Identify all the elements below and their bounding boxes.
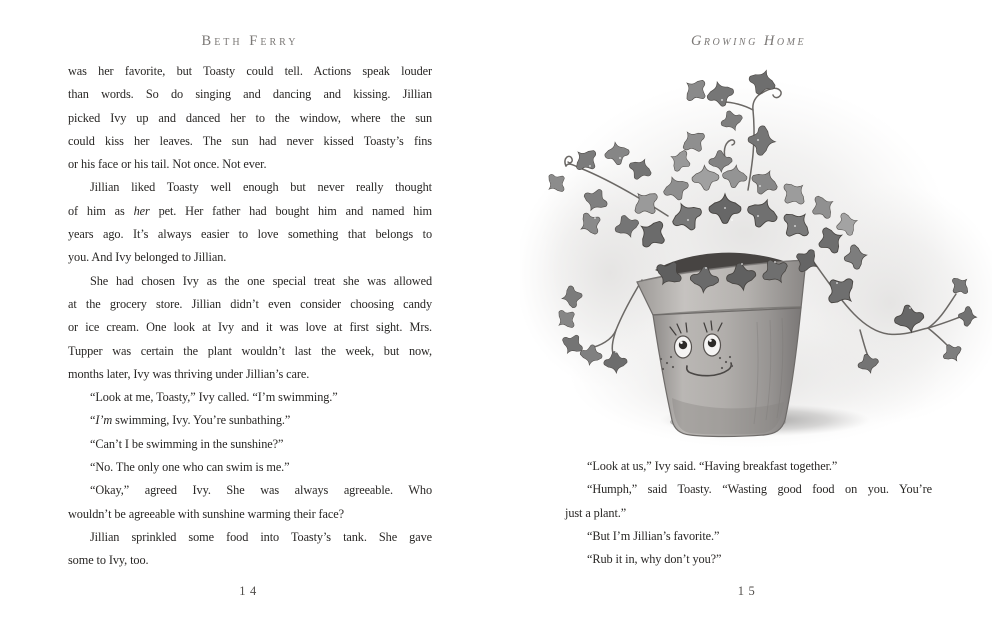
text-line: She had chosen Ivy as the one special treat she was allowed [90, 273, 432, 288]
ivy-pot-illustration [520, 58, 992, 454]
text-line: “Can’t I be swimming in the sunshine?” [90, 436, 284, 451]
text-line: months later, Ivy was thriving under Jillian’s care. [68, 366, 310, 381]
text-line: just a plant.” [565, 505, 627, 520]
text-line: or ice cream. One look at Ivy and it was love at first sight. Mrs. [68, 320, 432, 335]
text-line: at the grocery store. Jillian didn’t even consider choosing candy [68, 296, 432, 311]
text-line: picked Ivy up and danced her to the window, where the sun [68, 110, 432, 125]
text-line: was her favorite, but Toasty could tell. Actions speak louder [68, 64, 432, 78]
text-line: Tupper was certain the plant wouldn’t last the week, but now, [68, 343, 432, 358]
text-line: “Rub it in, why don’t you?” [587, 552, 722, 567]
page-number-left: 14 [239, 584, 261, 598]
text-line: “Humph,” said Toasty. “Wasting good food on you. You’re [587, 482, 932, 497]
right-page-text [565, 455, 932, 571]
text-line: of him as her pet. Her father had bought him and named him [68, 203, 433, 218]
text-line: years ago. It’s always easier to love something that belongs to [68, 227, 432, 242]
text-line: “But I’m Jillian’s favorite.” [587, 528, 720, 543]
text-line: Jillian sprinkled some food into Toasty’s tank. She gave [90, 529, 432, 544]
text-line: wouldn’t be agreeable with sunshine warming their face? [68, 506, 344, 521]
running-header-title: Growing Home [690, 33, 807, 49]
text-line: could kiss her leaves. The sun had never kissed Toasty’s fins [68, 133, 432, 148]
running-header-author: Beth Ferry [201, 33, 299, 49]
text-line: than words. So do singing and dancing and kissing. Jillian [68, 87, 432, 102]
page-number-right: 15 [737, 584, 760, 598]
text-line: you. And Ivy belonged to Jillian. [68, 250, 227, 265]
text-line: “Okay,” agreed Ivy. She was always agreeable. Who [90, 483, 432, 498]
text-line: “Look at us,” Ivy said. “Having breakfast together.” [587, 459, 838, 473]
text-line: some to Ivy, too. [68, 553, 149, 568]
text-line: “No. The only one who can swim is me.” [90, 460, 290, 475]
text-line: “I’m swimming, Ivy. You’re sunbathing.” [90, 413, 291, 428]
left-page-text [68, 60, 432, 573]
text-line: or his face or his tail. Not once. Not ever. [68, 157, 267, 172]
text-line: Jillian liked Toasty well enough but never really thought [90, 180, 432, 195]
text-line: “Look at me, Toasty,” Ivy called. “I’m swimming.” [90, 390, 338, 405]
